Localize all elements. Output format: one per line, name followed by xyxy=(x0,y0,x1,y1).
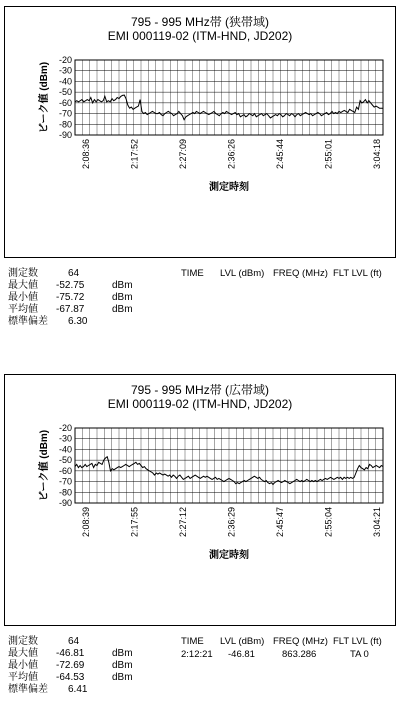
stat-avg-label: 平均値 xyxy=(8,304,38,315)
stat-max-row xyxy=(8,280,136,292)
table-header-time: TIME xyxy=(181,636,204,647)
stat-avg-value: -64.53 xyxy=(56,672,85,683)
stats-block xyxy=(8,636,136,696)
y-tick-label: -60 xyxy=(58,465,72,476)
x-tick-label: 2:36:29 xyxy=(226,507,237,538)
stat-count-label: 測定数 xyxy=(8,268,38,279)
stat-max-label: 最大値 xyxy=(8,280,38,291)
stat-count-row xyxy=(8,636,136,648)
chart-panel-wideband xyxy=(4,374,396,626)
y-tick-label: -70 xyxy=(58,476,72,487)
stat-min-row xyxy=(8,660,136,672)
stat-min-unit: dBm xyxy=(112,660,133,671)
x-axis-label: 測定時刻 xyxy=(209,182,249,193)
y-axis-label: ピーク値 (dBm) xyxy=(39,429,50,502)
x-tick-label: 2:08:39 xyxy=(81,507,91,538)
line-chart xyxy=(5,7,395,257)
table-header-time: TIME xyxy=(181,268,204,279)
stat-min-unit: dBm xyxy=(112,292,133,303)
stat-max-value: -52.75 xyxy=(56,280,85,291)
stat-max-label: 最大値 xyxy=(8,648,38,659)
table-cell-level: -46.81 xyxy=(228,649,255,660)
table-header-freq: FREQ (MHz) xyxy=(273,636,328,647)
line-chart xyxy=(5,375,395,625)
stat-avg-row xyxy=(8,304,136,316)
stat-count-row xyxy=(8,268,136,280)
x-tick-label: 3:04:21 xyxy=(372,507,382,538)
table-header-level: LVL (dBm) xyxy=(220,268,265,279)
stat-avg-row xyxy=(8,672,136,684)
chart-title: 795 - 995 MHz帯 (狭帯域) xyxy=(130,15,270,29)
table-header-freq: FREQ (MHz) xyxy=(273,268,328,279)
x-tick-label: 2:27:12 xyxy=(178,507,188,538)
x-tick-label: 2:45:47 xyxy=(275,507,285,538)
stat-min-value: -72.69 xyxy=(56,660,85,671)
y-tick-label: -80 xyxy=(58,119,72,130)
y-tick-label: -50 xyxy=(58,455,72,466)
stat-std-row xyxy=(8,684,136,696)
x-tick-label: 2:08:36 xyxy=(81,139,91,170)
chart-panel-narrowband xyxy=(4,6,396,258)
stat-min-value: -75.72 xyxy=(56,292,85,303)
table-header-level: LVL (dBm) xyxy=(220,636,265,647)
table-cell-flt-level: TA 0 xyxy=(350,649,369,660)
stat-count-value: 64 xyxy=(68,268,80,279)
y-tick-label: -50 xyxy=(58,87,72,98)
y-tick-label: -30 xyxy=(58,433,72,444)
y-tick-label: -20 xyxy=(58,423,72,433)
y-tick-label: -40 xyxy=(58,76,72,87)
stat-count-label: 測定数 xyxy=(8,636,38,647)
x-tick-label: 2:55:04 xyxy=(323,507,334,538)
y-tick-label: -60 xyxy=(58,97,72,108)
x-tick-label: 2:36:26 xyxy=(226,139,237,170)
table-header-flt-level: FLT LVL (ft) xyxy=(333,636,382,647)
y-tick-label: -30 xyxy=(58,65,72,76)
x-tick-label: 2:55:01 xyxy=(323,139,334,170)
y-tick-label: -20 xyxy=(58,55,72,65)
x-tick-label: 3:04:18 xyxy=(372,139,382,170)
stat-avg-unit: dBm xyxy=(112,672,133,683)
x-tick-label: 2:27:09 xyxy=(178,139,188,170)
x-tick-label: 2:17:55 xyxy=(129,507,140,538)
stat-avg-label: 平均値 xyxy=(8,672,38,683)
stat-max-unit: dBm xyxy=(112,280,133,291)
stat-std-label: 標準偏差 xyxy=(8,684,48,695)
x-axis-label: 測定時刻 xyxy=(209,550,249,561)
stat-max-row xyxy=(8,648,136,660)
stat-std-value: 6.41 xyxy=(68,684,88,695)
stat-std-row xyxy=(8,316,136,328)
y-tick-label: -40 xyxy=(58,444,72,455)
stats-block xyxy=(8,268,136,328)
x-tick-label: 2:17:52 xyxy=(129,139,140,170)
y-tick-label: -80 xyxy=(58,487,72,498)
y-tick-label: -70 xyxy=(58,108,72,119)
stat-min-label: 最小値 xyxy=(8,292,38,303)
stat-std-value: 6.30 xyxy=(68,316,88,327)
chart-subtitle: EMI 000119-02 (ITM-HND, JD202) xyxy=(107,397,293,411)
stat-avg-unit: dBm xyxy=(112,304,133,315)
table-cell-time: 2:12:21 xyxy=(181,649,213,660)
x-tick-label: 2:45:44 xyxy=(275,139,285,170)
chart-subtitle: EMI 000119-02 (ITM-HND, JD202) xyxy=(107,29,293,43)
stat-max-value: -46.81 xyxy=(56,648,85,659)
stat-count-value: 64 xyxy=(68,636,80,647)
y-tick-label: -90 xyxy=(58,498,72,508)
stat-std-label: 標準偏差 xyxy=(8,316,48,327)
table-cell-freq: 863.286 xyxy=(282,649,317,660)
table-header-flt-level: FLT LVL (ft) xyxy=(333,268,382,279)
stat-min-row xyxy=(8,292,136,304)
stat-avg-value: -67.87 xyxy=(56,304,85,315)
chart-title: 795 - 995 MHz帯 (広帯域) xyxy=(130,383,270,397)
y-axis-label: ピーク値 (dBm) xyxy=(39,61,50,134)
stat-min-label: 最小値 xyxy=(8,660,38,671)
y-tick-label: -90 xyxy=(58,130,72,140)
stat-max-unit: dBm xyxy=(112,648,133,659)
